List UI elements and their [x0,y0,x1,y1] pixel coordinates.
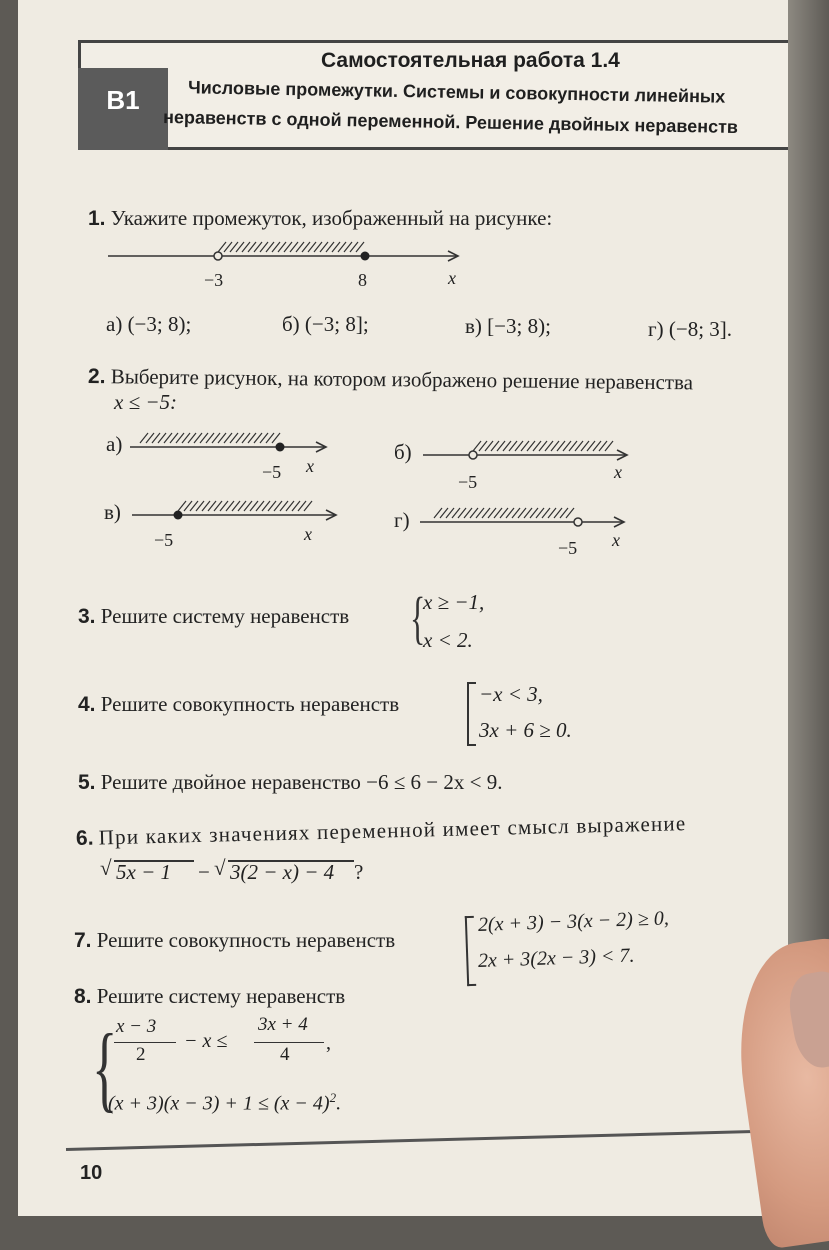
task-2-fig-b-label: б) [394,440,412,464]
task-2-fig-a-label: а) [106,432,123,456]
task-3-line-2: x < 2. [423,628,473,652]
task-1-left-label: −3 [204,270,224,290]
task-8-frac2-denominator: 4 [280,1044,290,1065]
task-2-fig-b-point: −5 [458,472,478,492]
task-3-number: 3. [78,605,96,628]
task-6-radicand-2: 3(2 − x) − 4 [230,860,335,884]
task-2-fig-b-line [423,438,633,464]
task-4-number: 4. [78,693,96,716]
task-1-prompt [88,206,552,231]
task-3-text: Решите систему неравенств [100,604,350,628]
task-6-sqrt-sign-2: √ [214,856,226,880]
task-8-line-2-text: (x + 3)(x − 3) + 1 ≤ (x − 4) [108,1092,330,1115]
task-8-frac1-denominator: 2 [136,1044,146,1065]
task-8-text: Решите систему неравенств [96,984,346,1008]
task-2-fig-a-point: −5 [262,462,282,482]
book-page [18,0,788,1216]
task-6-radicand-1: 5x − 1 [116,860,171,884]
task-2-condition: x ≤ −5: [114,390,178,414]
task-4-line-1: −x < 3, [479,682,543,706]
task-4-set-bracket [467,682,476,746]
task-2-prompt [88,364,693,395]
task-1-right-label: 8 [358,270,367,290]
task-3-line-1: x ≥ −1, [423,590,485,614]
task-8-frac2-numerator: 3x + 4 [258,1014,308,1035]
task-2-fig-v-var: x [304,524,312,544]
task-8-number: 8. [74,985,92,1008]
task-2-fig-v-line [132,498,342,524]
task-1-number-line [108,238,468,268]
task-2-fig-v-label: в) [104,500,121,524]
task-1-option-a: а) (−3; 8); [106,312,192,336]
task-5-text: Решите двойное неравенство −6 ≤ 6 − 2x < 9. [100,770,503,794]
task-8-frac1-numerator: x − 3 [116,1016,157,1037]
task-8-frac2-line [254,1042,324,1043]
work-subtitle-line1: Числовые промежутки. Системы и совокупности линейных [187,77,726,107]
task-3-system-brace: { [410,585,426,650]
page-number: 10 [80,1162,103,1184]
task-6-text: При каких значениях переменной имеет смысл выражение [98,811,687,850]
task-8-system-brace: { [92,1014,118,1121]
task-2-text: Выберите рисунок, на котором изображено решение неравенства [110,364,694,395]
task-8-comma: , [326,1032,331,1054]
task-6-minus: − [198,860,210,884]
task-8-middle: − x ≤ [184,1030,228,1052]
task-1-text: Укажите промежуток, изображенный на рисунке: [110,206,553,230]
task-8-prompt [74,984,345,1009]
task-1-number: 1. [88,207,106,230]
task-1-axis-var: x [448,268,456,288]
task-7-line-2: 2x + 3(2x − 3) < 7. [477,944,635,972]
task-6-question-mark: ? [354,860,364,884]
task-2-fig-a-var: x [306,456,314,476]
work-title: Самостоятельная работа 1.4 [321,49,620,72]
task-6-number: 6. [75,826,94,850]
task-2-fig-a-line [130,430,330,456]
task-2-fig-g-line [420,505,630,531]
task-8-end: . [336,1092,342,1115]
task-7-set-bracket [465,916,476,986]
task-2-fig-v-point: −5 [154,530,174,550]
task-7-prompt [74,928,395,953]
task-6-sqrt-sign-1: √ [100,856,112,880]
task-6-prompt [76,811,687,851]
task-3-prompt [78,604,349,629]
task-5-number: 5. [78,771,96,794]
task-2-fig-g-label: г) [394,508,410,532]
task-4-line-2: 3x + 6 ≥ 0. [479,718,572,742]
task-2-fig-b-var: x [614,462,622,482]
task-8-exponent: 2 [329,1090,337,1105]
task-1-option-g: г) (−8; 3]. [648,317,733,341]
task-7-line-1: 2(x + 3) − 3(x − 2) ≥ 0, [477,907,670,936]
task-4-prompt [78,692,399,717]
task-8-frac1-line [114,1042,176,1043]
task-1-option-b: б) (−3; 8]; [282,312,369,336]
task-7-number: 7. [74,929,92,952]
task-2-fig-g-point: −5 [558,538,578,558]
footer-rule [66,1130,766,1151]
task-1-option-v: в) [−3; 8); [465,314,551,338]
task-2-number: 2. [87,365,106,389]
task-4-text: Решите совокупность неравенств [100,692,400,716]
task-5-prompt [78,770,502,795]
work-subtitle-line2: неравенств с одной переменной. Решение двойных неравенств [162,106,739,138]
task-7-text: Решите совокупность неравенств [96,928,396,952]
task-2-fig-g-var: x [612,530,620,550]
variant-badge: В1 [78,68,168,150]
task-8-line-2 [108,1090,341,1116]
